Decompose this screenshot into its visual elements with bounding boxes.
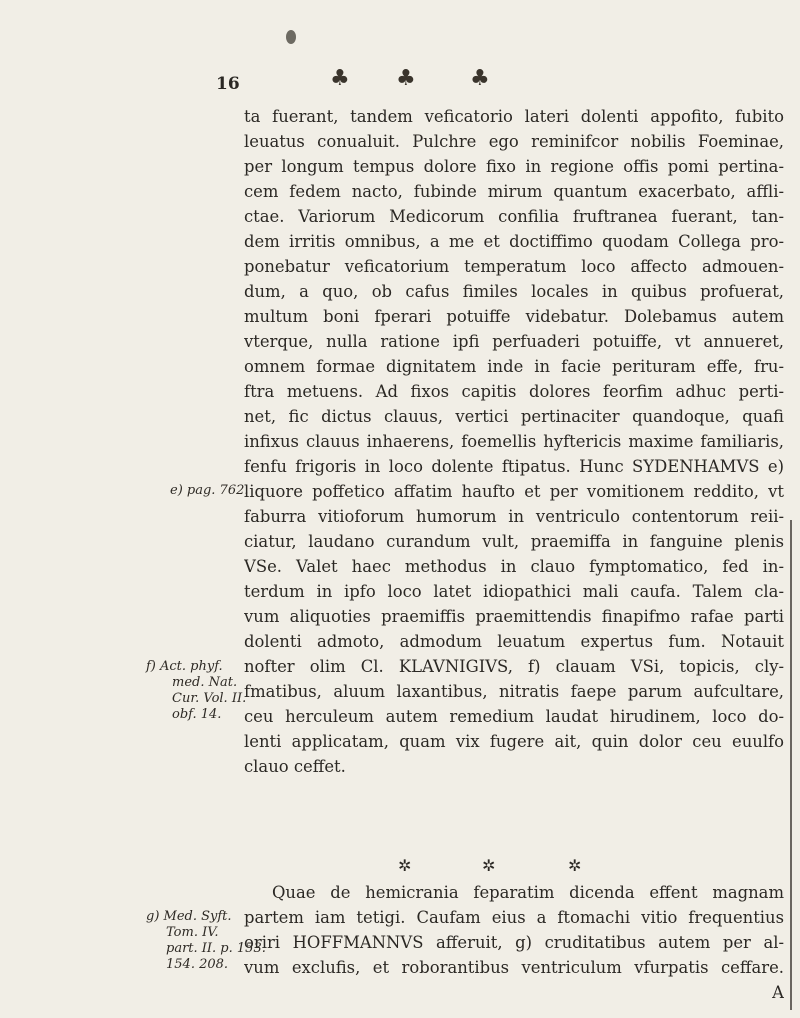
ornament-icon: ♣ xyxy=(330,66,350,91)
text-line: multum boni fperari potuiffe videbatur. Dolebamus autem xyxy=(244,307,784,326)
ink-blot xyxy=(286,30,296,44)
text-line: partem iam tetigi. Caufam eius a ftomachi vitio frequentius xyxy=(244,908,784,927)
text-line: vum exclufis, et roborantibus ventriculum vfurpatis ceffare. xyxy=(244,958,784,977)
margin-note-g-part: part. II. p. 153. xyxy=(166,941,266,956)
star-ornament-icon: ✲ xyxy=(482,856,496,875)
text-line: per longum tempus dolore fixo in regione offis pomi pertina- xyxy=(244,157,784,176)
section-divider xyxy=(390,856,610,876)
text-line: omnem formae dignitatem inde in facie perituram effe, fru- xyxy=(244,357,784,376)
text-line: net, fic dictus clauus, vertici pertinaciter quandoque, quafi xyxy=(244,407,784,426)
main-text xyxy=(244,104,784,779)
margin-note-g-tome: Tom. IV. xyxy=(166,925,219,940)
text-line: infixus clauus inhaerens, foemellis hyftericis maxime familiaris, xyxy=(244,432,784,451)
margin-note-f-source: f) Act. phyf. xyxy=(146,659,223,674)
page-number: 16 xyxy=(216,74,240,94)
text-line: vum aliquoties praemiffis praemittendis finapifmo rafae parti xyxy=(244,607,784,626)
text-line: ftra metuens. Ad fixos capitis dolores feorfim adhuc perti- xyxy=(244,382,784,401)
text-line: ceu herculeum autem remedium laudat hirudinem, loco do- xyxy=(244,707,784,726)
margin-note-g-source: g) Med. Syft. xyxy=(146,909,232,924)
text-line: ctae. Variorum Medicorum confilia fruftranea fuerant, tan- xyxy=(244,207,784,226)
text-line: dem irritis omnibus, a me et doctiffimo quodam Collega pro- xyxy=(244,232,784,251)
text-line: dum, a quo, ob cafus fimiles locales in quibus profuerat, xyxy=(244,282,784,301)
text-line: dolenti admoto, admodum leuatum expertus fum. Notauit xyxy=(244,632,784,651)
text-line: liquore poffetico affatim haufto et per vomitionem reddito, vt xyxy=(244,482,784,501)
page-edge-shadow xyxy=(790,520,792,1010)
text-line: cem fedem nacto, fubinde mirum quantum exacerbato, affli- xyxy=(244,182,784,201)
ornament-icon: ♣ xyxy=(470,66,490,91)
catchword: A xyxy=(772,983,784,1002)
second-paragraph xyxy=(244,880,784,1005)
margin-note-f-journal: med. Nat. xyxy=(172,675,238,690)
text-line: ciatur, laudano curandum vult, praemiffa in fanguine plenis xyxy=(244,532,784,551)
header-ornaments xyxy=(300,66,600,96)
text-line: ponebatur veficatorium temperatum loco affecto admouen- xyxy=(244,257,784,276)
text-line: Quae de hemicrania feparatim dicenda effent magnam xyxy=(272,883,784,902)
margin-note-f-observation: obf. 14. xyxy=(172,707,222,722)
text-line: ta fuerant, tandem veficatorio lateri dolenti appofito, fubito xyxy=(244,107,784,126)
text-line: fenfu frigoris in loco dolente ftipatus. Hunc SYDENHAMVS e) xyxy=(244,457,784,476)
text-line: lenti applicatam, quam vix fugere ait, quin dolor ceu euulfo xyxy=(244,732,784,751)
star-ornament-icon: ✲ xyxy=(398,856,412,875)
text-line: clauo ceffet. xyxy=(244,757,346,776)
ornament-icon: ♣ xyxy=(396,66,416,91)
margin-note-f-volume: Cur. Vol. II. xyxy=(172,691,247,706)
star-ornament-icon: ✲ xyxy=(568,856,582,875)
text-line: faburra vitioforum humorum in ventriculo contentorum reii- xyxy=(244,507,784,526)
text-line: VSe. Valet haec methodus in clauo fymptomatico, fed in- xyxy=(244,557,784,576)
text-line: terdum in ipfo loco latet idiopathici mali caufa. Talem cla- xyxy=(244,582,784,601)
text-line: nofter olim Cl. KLAVNIGIVS, f) clauam VSi, topicis, cly- xyxy=(244,657,784,676)
text-line: vterque, nulla ratione ipfi perfuaderi potuiffe, vt annueret, xyxy=(244,332,784,351)
text-line: leuatus conualuit. Pulchre ego reminifcor nobilis Foeminae, xyxy=(244,132,784,151)
text-line: oriri HOFFMANNVS afferuit, g) cruditatibus autem per al- xyxy=(244,933,784,952)
text-line: fmatibus, aluum laxantibus, nitratis faepe parum aufcultare, xyxy=(244,682,784,701)
margin-note-g-pages: 154. 208. xyxy=(166,957,229,972)
margin-note-e: e) pag. 762. xyxy=(170,483,249,498)
